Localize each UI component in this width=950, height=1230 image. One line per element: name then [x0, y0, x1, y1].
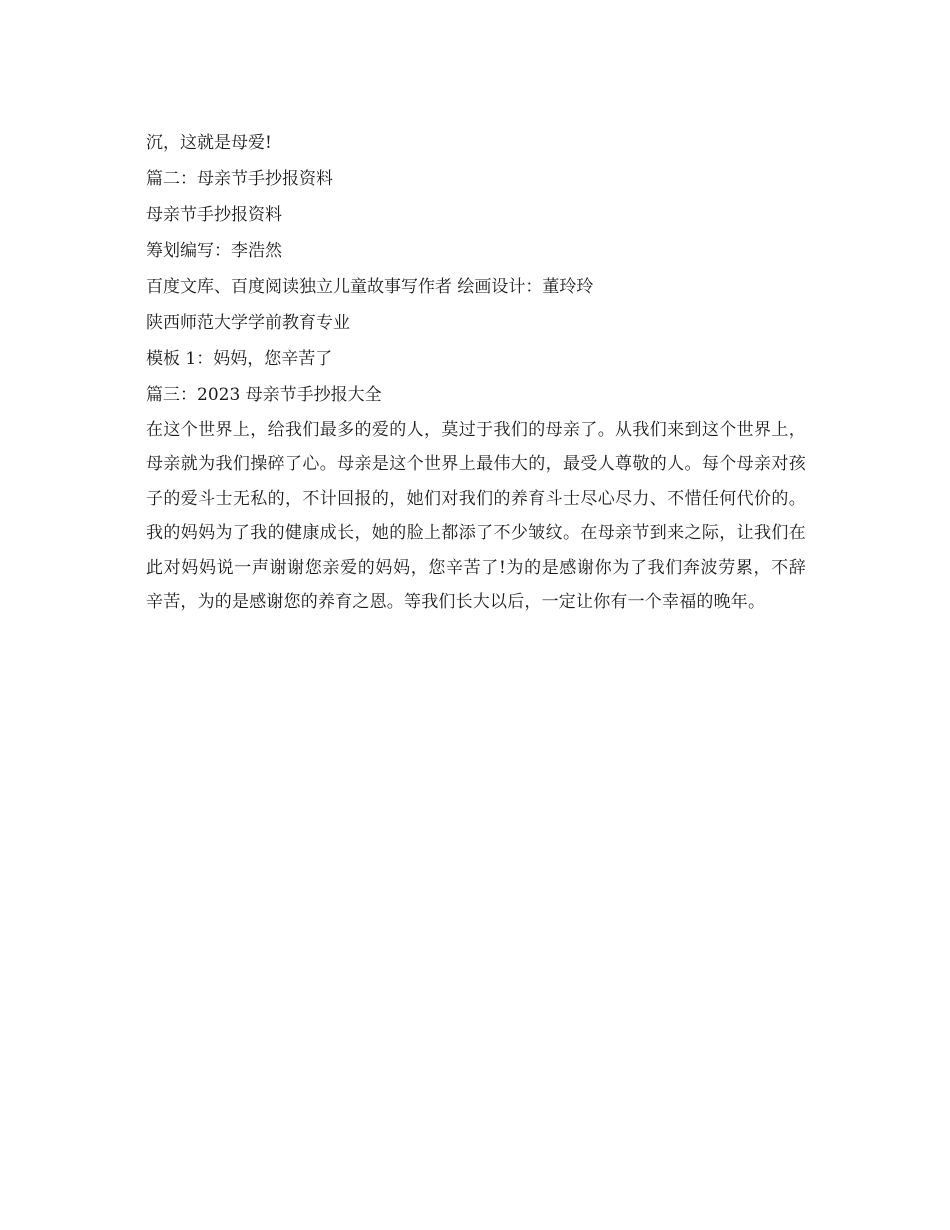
template-title: 模板 1：妈妈，您辛苦了 — [146, 349, 333, 369]
author-line: 筹划编写：李浩然 — [146, 241, 282, 261]
document-body — [146, 125, 806, 619]
author-credentials: 百度文库、百度阅读独立儿童故事写作者 绘画设计：董玲玲 — [146, 277, 594, 297]
text-line: 沉，这就是母爱! — [146, 133, 272, 153]
designer-credentials: 陕西师范大学学前教育专业 — [146, 313, 350, 333]
section-heading-3: 篇三：2023 母亲节手抄报大全 — [146, 385, 382, 405]
body-paragraph: 在这个世界上，给我们最多的爱的人，莫过于我们的母亲了。从我们来到这个世界上，母亲就为我们操碎了心。母亲是这个世界上最伟大的，最受人尊敬的人。每个母亲对孩子的爱斗士无私的，不计回报的，她们对我们的养育斗士尽心尽力、不惜任何代价的。我的妈妈为了我的健康成长，她的脸上都添了不少皱纹。在母亲节到来之际，让我们在此对妈妈说一声谢谢您亲爱的妈妈，您辛苦了!为的是感谢你为了我们奔波劳累，不辞辛苦，为的是感谢您的养育之恩。等我们长大以后，一定让你有一个幸福的晚年。 — [146, 420, 806, 613]
section-heading-2: 篇二：母亲节手抄报资料 — [146, 169, 333, 189]
text-line: 母亲节手抄报资料 — [146, 205, 282, 225]
